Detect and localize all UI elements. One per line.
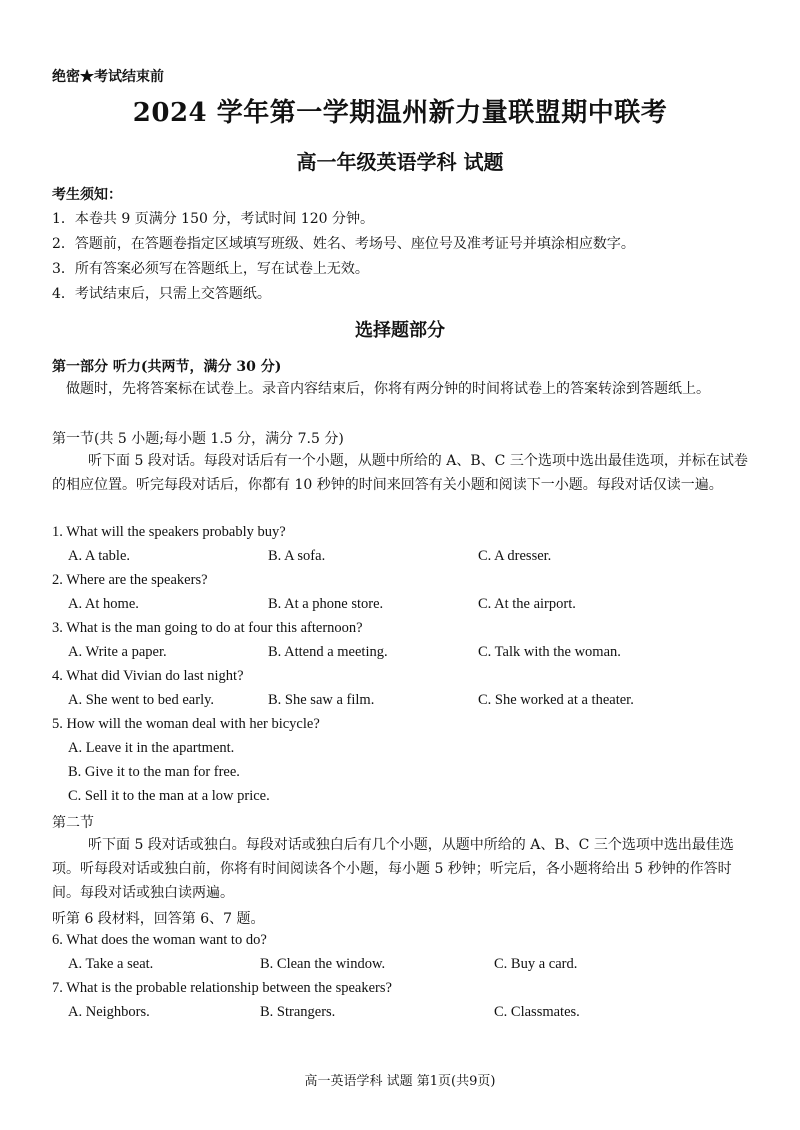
question-text: 4. What did Vivian do last night? <box>52 668 244 684</box>
question-text: 1. What will the speakers probably buy? <box>52 524 286 540</box>
section2-heading: 第二节 <box>52 815 94 831</box>
option-b: B. She saw a film. <box>268 692 375 708</box>
page-footer: 高一英语学科 试题 第1页(共9页) <box>304 1074 496 1089</box>
option-c: C. At the airport. <box>478 596 576 612</box>
question-text: 6. What does the woman want to do? <box>52 932 267 948</box>
section1-heading: 第一节(共 5 小题;每小题 1.5 分，满分 7.5 分) <box>52 431 344 447</box>
notice-item: 4．考试结束后，只需上交答题纸。 <box>52 286 271 302</box>
confidential-mark: 绝密★考试结束前 <box>52 69 164 85</box>
question-text: 3. What is the man going to do at four this afternoon? <box>52 620 363 636</box>
option-a: A. Leave it in the apartment. <box>68 740 235 756</box>
option-c: C. She worked at a theater. <box>478 692 634 708</box>
option-a: A. She went to bed early. <box>68 692 215 708</box>
notice-item: 2．答题前，在答题卷指定区域填写班级、姓名、考场号、座位号及准考证号并填涂相应数字。 <box>52 236 635 252</box>
section-title: 选择题部分 <box>355 320 445 341</box>
option-b: B. A sofa. <box>268 548 326 564</box>
exam-subtitle: 高一年级英语学科 试题 <box>296 150 504 174</box>
option-b: B. Give it to the man for free. <box>68 764 240 780</box>
option-a: A. At home. <box>68 596 139 612</box>
option-c: C. Buy a card. <box>494 956 578 972</box>
section2-directions: 听下面 5 段对话或独白。每段对话或独白后有几个小题，从题中所给的 A、B、C 三个选项中选出最佳选项。听每段对话或独白前，你将有时间阅读各个小题，每小题 5 秒钟；听完后，各小题将给出 5 秒钟的作答时间。每段对话或独白读两遍。 <box>52 837 734 901</box>
option-c: C. A dresser. <box>478 548 552 564</box>
notice-heading: 考生须知： <box>52 187 122 203</box>
section1-directions: 听下面 5 段对话。每段对话后有一个小题，从题中所给的 A、B、C 三个选项中选出最佳选项，并标在试卷的相应位置。听完每段对话后，你都有 10 秒钟的时间来回答有关小题和阅读下一小题。每段对话仅读一遍。 <box>52 453 748 493</box>
question-text: 2. Where are the speakers? <box>52 572 208 588</box>
option-b: B. Clean the window. <box>260 956 386 972</box>
option-b: B. Attend a meeting. <box>268 644 388 660</box>
exam-title: 2024 学年第一学期温州新力量联盟期中联考 <box>132 98 668 128</box>
option-b: B. Strangers. <box>260 1004 336 1020</box>
material-instruction: 听第 6 段材料，回答第 6、7 题。 <box>52 911 265 927</box>
option-a: A. Neighbors. <box>68 1004 150 1020</box>
notice-item: 3．所有答案必须写在答题纸上，写在试卷上无效。 <box>52 261 369 277</box>
notice-item: 1．本卷共 9 页满分 150 分，考试时间 120 分钟。 <box>52 211 374 227</box>
option-a: A. A table. <box>68 548 131 564</box>
option-c: C. Classmates. <box>494 1004 580 1020</box>
option-b: B. At a phone store. <box>268 596 384 612</box>
option-c: C. Sell it to the man at a low price. <box>68 788 270 804</box>
question-text: 5. How will the woman deal with her bicycle? <box>52 716 320 732</box>
part1-heading: 第一部分 听力(共两节，满分 30 分) <box>52 359 282 375</box>
option-a: A. Take a seat. <box>68 956 154 972</box>
option-c: C. Talk with the woman. <box>478 644 621 660</box>
part1-intro: 做题时，先将答案标在试卷上。录音内容结束后，你将有两分钟的时间将试卷上的答案转涂到答题纸上。 <box>66 381 710 397</box>
question-text: 7. What is the probable relationship between the speakers? <box>52 980 392 996</box>
option-a: A. Write a paper. <box>68 644 167 660</box>
